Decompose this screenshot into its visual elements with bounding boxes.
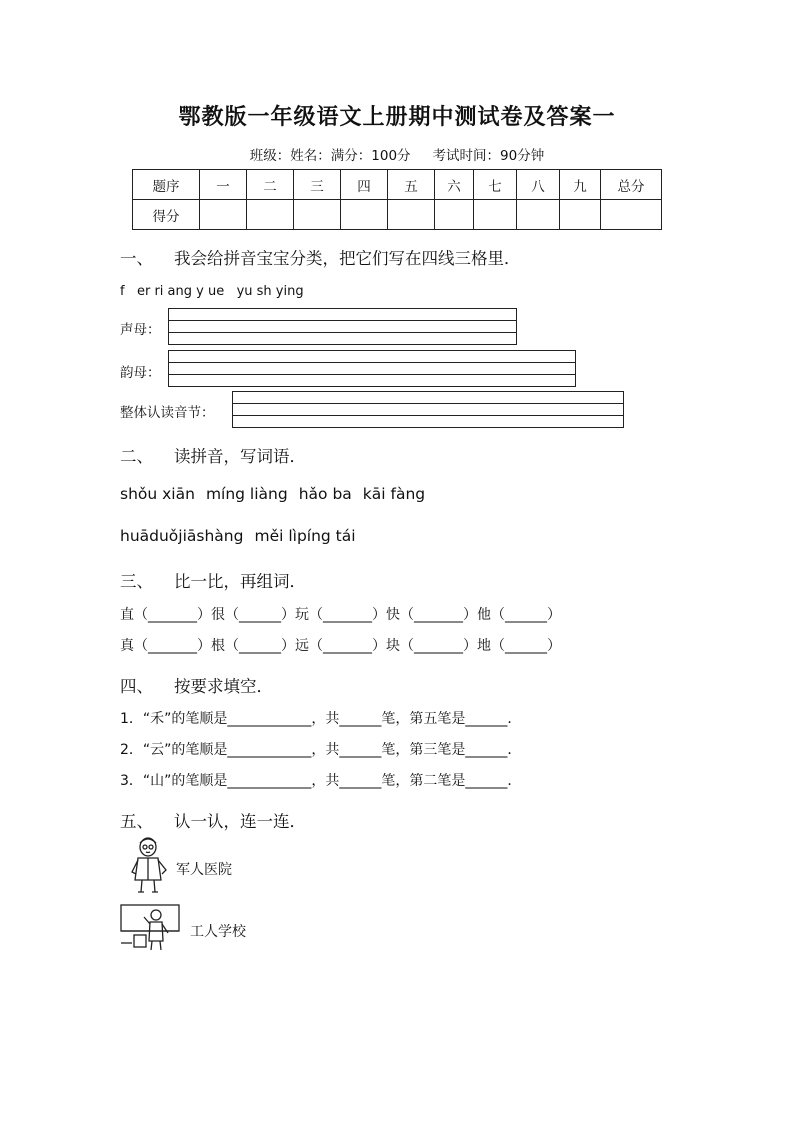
pinyin-word: kāi fàng	[362, 485, 426, 503]
score-input-cell[interactable]	[294, 200, 341, 230]
subtitle-class-info: 班级：姓名：满分：100分	[249, 148, 411, 164]
score-header-cell: 一	[200, 170, 247, 200]
zhengti-writing-lines[interactable]	[232, 391, 624, 428]
section-number: 二、	[120, 447, 153, 466]
stroke-order-item: 2．“云”的笔顺是____________，共______笔，第三笔是______．	[120, 742, 522, 758]
score-header-cell: 四	[341, 170, 388, 200]
section-number: 三、	[120, 572, 153, 591]
section-title: 我会给拼音宝宝分类，把它们写在四线三格里．	[174, 249, 521, 268]
score-header-cell: 七	[474, 170, 517, 200]
shengmu-label: 声母：	[120, 322, 161, 338]
section-1-heading	[120, 245, 521, 269]
score-table	[132, 169, 662, 230]
section-title: 读拼音，写词语．	[174, 447, 306, 466]
shengmu-writing-lines[interactable]	[168, 308, 517, 345]
stroke-order-item: 1．“禾”的笔顺是____________，共______笔，第五笔是______．	[120, 711, 522, 727]
score-table-header-row	[133, 170, 662, 200]
section-3-heading	[120, 568, 306, 592]
section-title: 按要求填空．	[174, 677, 273, 696]
score-header-cell: 九	[560, 170, 601, 200]
page-title: 鄂教版一年级语文上册期中测试卷及答案一	[178, 104, 616, 130]
section-number: 五、	[120, 812, 153, 831]
score-header-cell: 题序	[133, 170, 200, 200]
score-header-cell: 二	[247, 170, 294, 200]
score-input-cell[interactable]	[341, 200, 388, 230]
score-header-cell: 五	[388, 170, 435, 200]
score-row-label: 得分	[133, 200, 200, 230]
pinyin-line-1	[120, 485, 436, 503]
section-5-heading	[120, 808, 306, 832]
score-input-cell[interactable]	[601, 200, 662, 230]
match-item-2: 工人学校	[190, 924, 246, 940]
pinyin-word: huāduǒjiāshàng	[120, 527, 244, 545]
section-title: 认一认，连一连．	[174, 812, 306, 831]
score-input-cell[interactable]	[517, 200, 560, 230]
section-4-heading	[120, 673, 273, 697]
score-input-cell[interactable]	[247, 200, 294, 230]
compare-row-2: 真（_______）根（______）远（_______）块（_______）地（______）	[120, 638, 561, 654]
zhengti-label: 整体认读音节：	[120, 405, 215, 421]
doctor-figure-icon	[128, 836, 172, 894]
compare-row-1: 直（_______）很（______）玩（_______）快（_______）他（______）	[120, 607, 561, 623]
section-title: 比一比，再组词．	[174, 572, 306, 591]
score-header-cell: 六	[435, 170, 474, 200]
teacher-blackboard-icon	[120, 903, 182, 951]
score-header-cell: 三	[294, 170, 341, 200]
score-header-cell: 总分	[601, 170, 662, 200]
section-number: 四、	[120, 677, 153, 696]
score-input-cell[interactable]	[560, 200, 601, 230]
match-item-1: 军人医院	[176, 862, 232, 878]
section-2-heading	[120, 443, 306, 467]
section-number: 一、	[120, 249, 153, 268]
score-table-score-row	[133, 200, 662, 230]
pinyin-word: shǒu xiān	[120, 485, 195, 503]
score-input-cell[interactable]	[388, 200, 435, 230]
stroke-order-item: 3．“山”的笔顺是____________，共______笔，第二笔是______．	[120, 773, 522, 789]
pinyin-list: f er ri ang y ue yu sh ying	[120, 284, 304, 299]
subtitle-time-info: 考试时间：90分钟	[432, 148, 545, 164]
score-input-cell[interactable]	[474, 200, 517, 230]
pinyin-word: měi lìpíng tái	[254, 527, 356, 545]
score-input-cell[interactable]	[200, 200, 247, 230]
pinyin-word: míng liàng	[205, 485, 288, 503]
score-header-cell: 八	[517, 170, 560, 200]
yunmu-label: 韵母：	[120, 365, 161, 381]
page-subtitle	[0, 144, 794, 164]
score-input-cell[interactable]	[435, 200, 474, 230]
yunmu-writing-lines[interactable]	[168, 350, 576, 387]
pinyin-line-2	[120, 527, 367, 545]
pinyin-word: hǎo ba	[298, 485, 352, 503]
